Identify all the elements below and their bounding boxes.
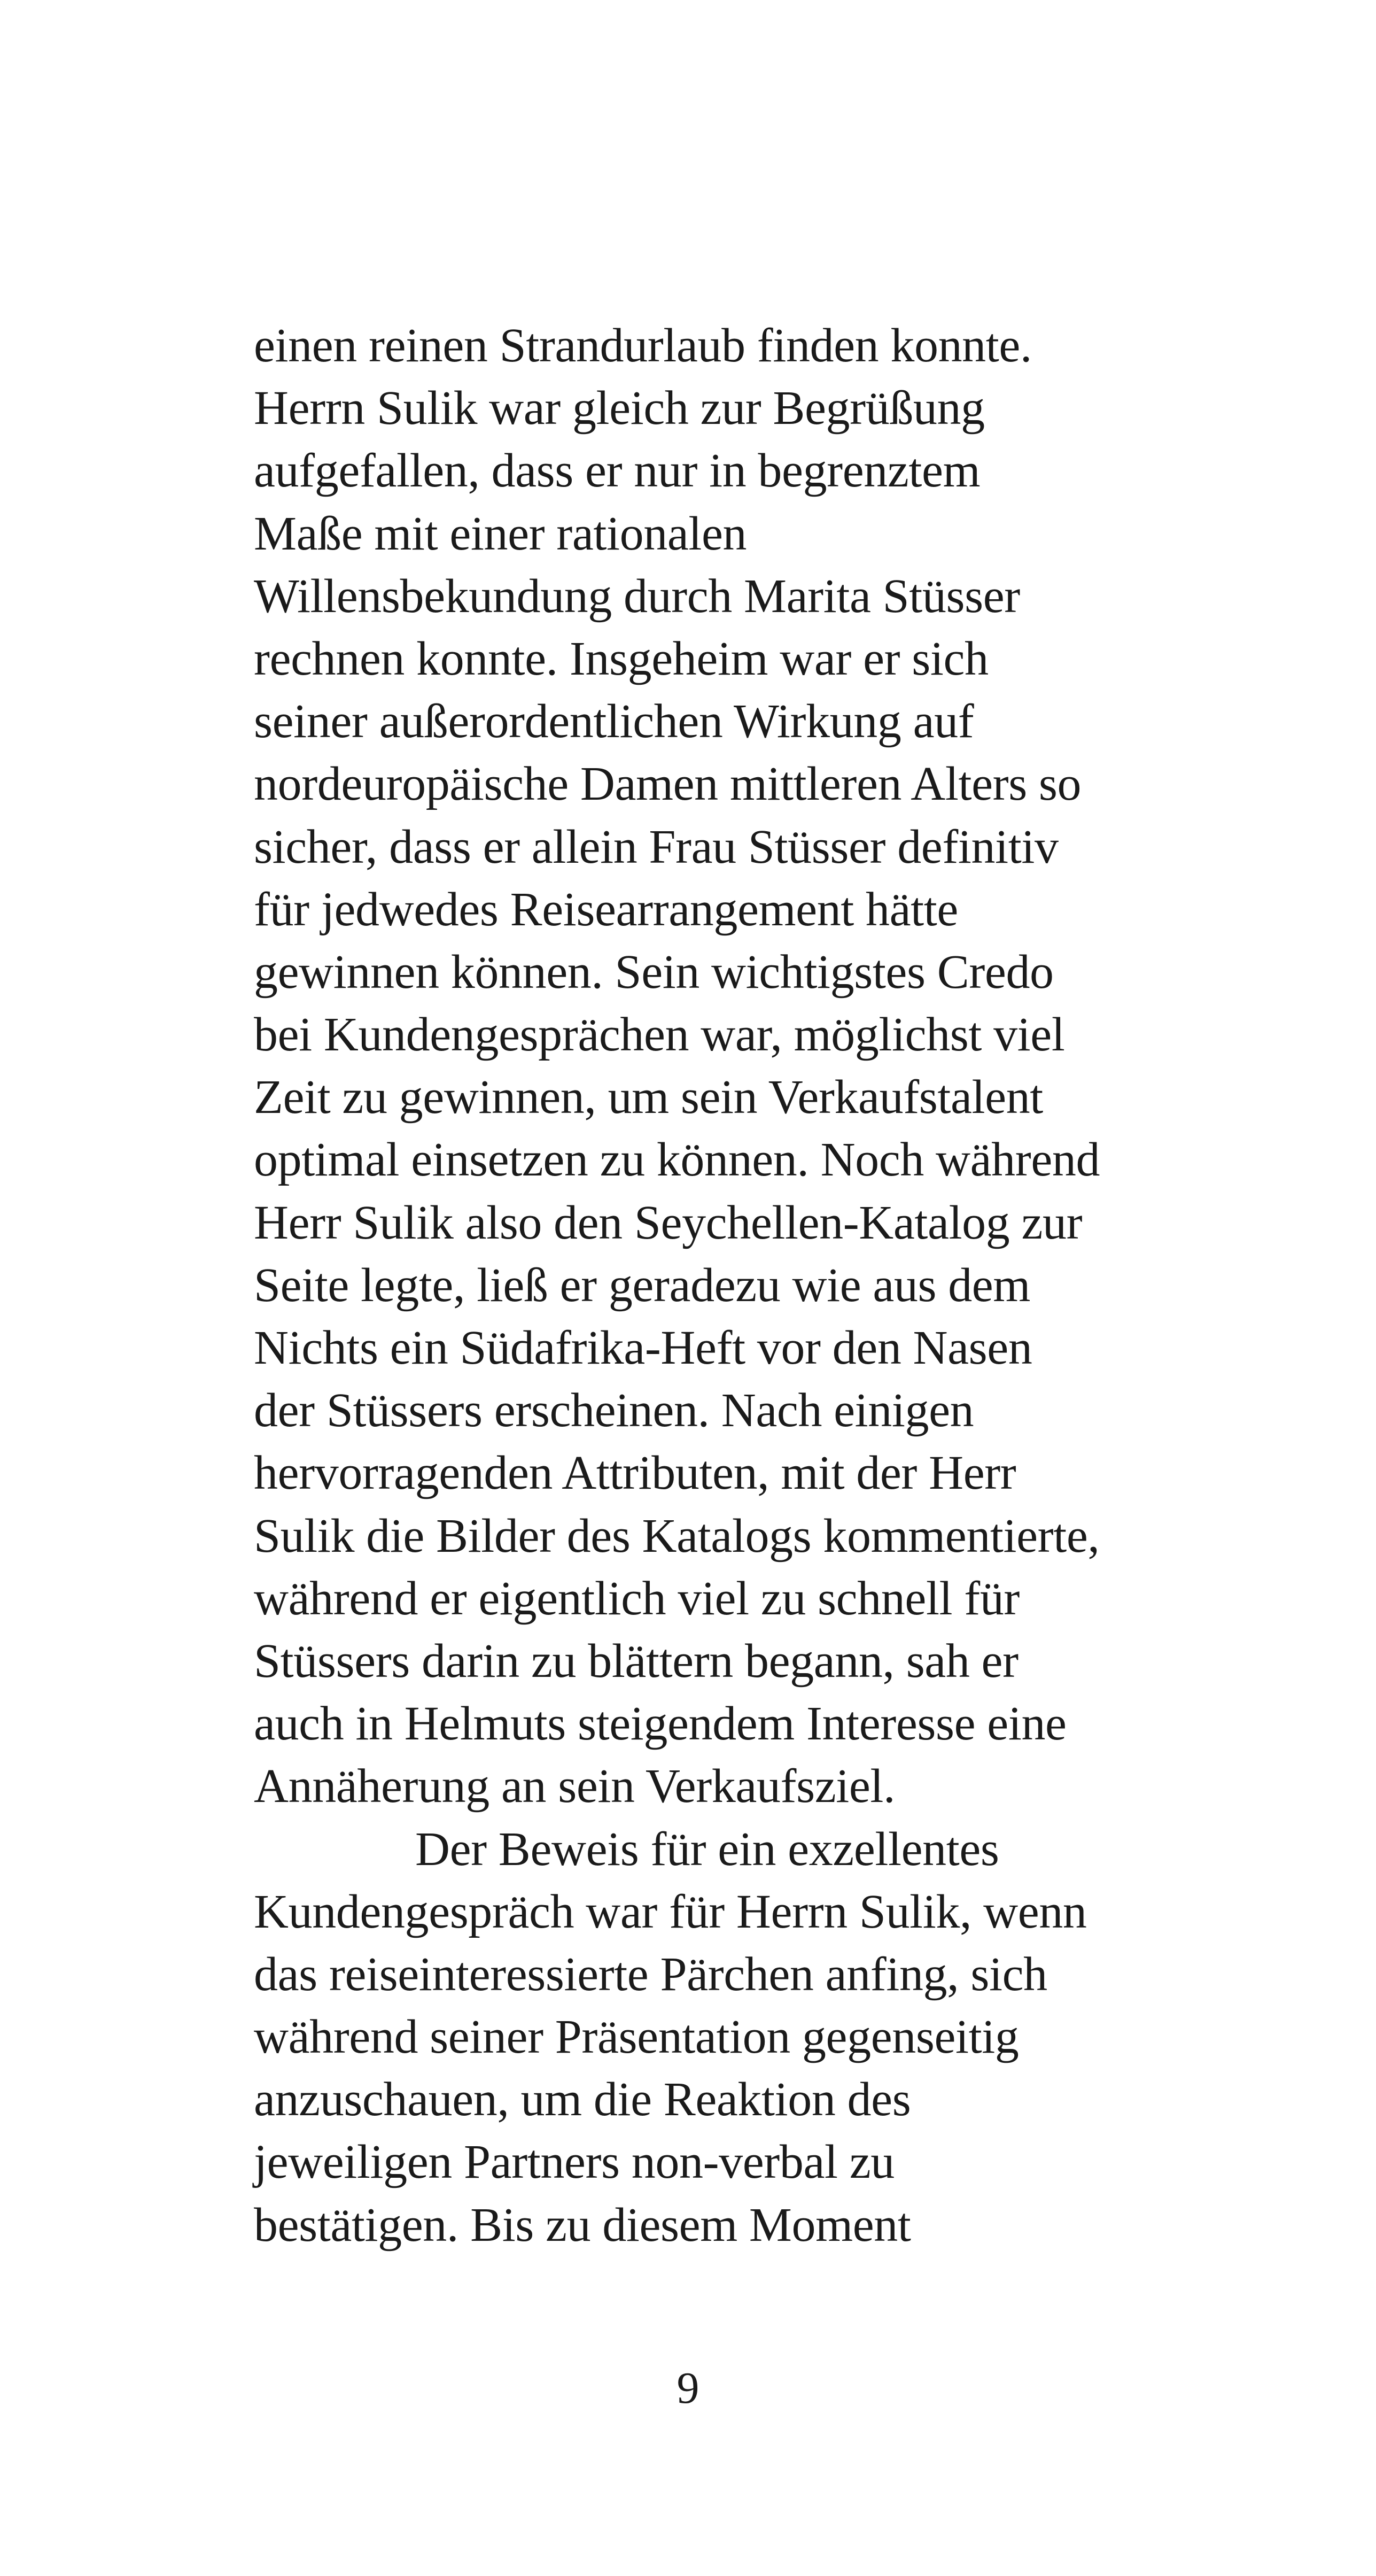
text-line: der Stüssers erscheinen. Nach einigen bbox=[254, 1384, 974, 1437]
text-line: auch in Helmuts steigendem Interesse eine bbox=[254, 1697, 1067, 1751]
text-line: für jedwedes Reisearrangement hätte bbox=[254, 883, 958, 936]
page-number: 9 bbox=[677, 2363, 699, 2413]
text-line: Sulik die Bilder des Katalogs kommentierte, bbox=[254, 1509, 1100, 1562]
text-line: rechnen konnte. Insgeheim war er sich bbox=[254, 632, 989, 685]
text-line: einen reinen Strandurlaub finden konnte. bbox=[254, 319, 1032, 372]
text-line: Kundengespräch war für Herrn Sulik, wenn bbox=[254, 1885, 1087, 1938]
text-line: aufgefallen, dass er nur in begrenztem bbox=[254, 444, 981, 498]
text-line: Seite legte, ließ er geradezu wie aus dem bbox=[254, 1258, 1030, 1312]
body-text bbox=[254, 314, 1162, 2256]
text-line: Herrn Sulik war gleich zur Begrüßung bbox=[254, 382, 985, 435]
text-line: Herr Sulik also den Seychellen-Katalog zur bbox=[254, 1196, 1083, 1249]
text-line: optimal einsetzen zu können. Noch während bbox=[254, 1133, 1100, 1187]
text-line: gewinnen können. Sein wichtigstes Credo bbox=[254, 945, 1054, 999]
text-line: sicher, dass er allein Frau Stüsser definitiv bbox=[254, 820, 1059, 873]
text-line: Maße mit einer rationalen bbox=[254, 507, 747, 560]
text-line: während seiner Präsentation gegenseitig bbox=[254, 2010, 1019, 2064]
text-line: das reiseinteressierte Pärchen anfing, sich bbox=[254, 1947, 1047, 2001]
text-line: jeweiligen Partners non-verbal zu bbox=[254, 2136, 895, 2189]
text-line: nordeuropäische Damen mittleren Alters so bbox=[254, 757, 1082, 811]
text-line: bei Kundengesprächen war, möglichst viel bbox=[254, 1008, 1065, 1062]
text-line: Stüssers darin zu blättern begann, sah er bbox=[254, 1634, 1019, 1688]
text-line: anzuschauen, um die Reaktion des bbox=[254, 2073, 911, 2126]
text-line: Zeit zu gewinnen, um sein Verkaufstalent bbox=[254, 1071, 1043, 1124]
paragraph-first-line: Der Beweis für ein exzellentes bbox=[415, 1822, 999, 1876]
text-line: Willensbekundung durch Marita Stüsser bbox=[254, 569, 1020, 623]
text-line: bestätigen. Bis zu diesem Moment bbox=[254, 2198, 911, 2252]
text-line: Annäherung an sein Verkaufsziel. bbox=[254, 1760, 896, 1813]
text-line: während er eigentlich viel zu schnell für bbox=[254, 1572, 1020, 1625]
text-line: hervorragenden Attributen, mit der Herr bbox=[254, 1446, 1016, 1500]
text-line: Nichts ein Südafrika-Heft vor den Nasen bbox=[254, 1321, 1032, 1374]
text-line: seiner außerordentlichen Wirkung auf bbox=[254, 695, 974, 748]
